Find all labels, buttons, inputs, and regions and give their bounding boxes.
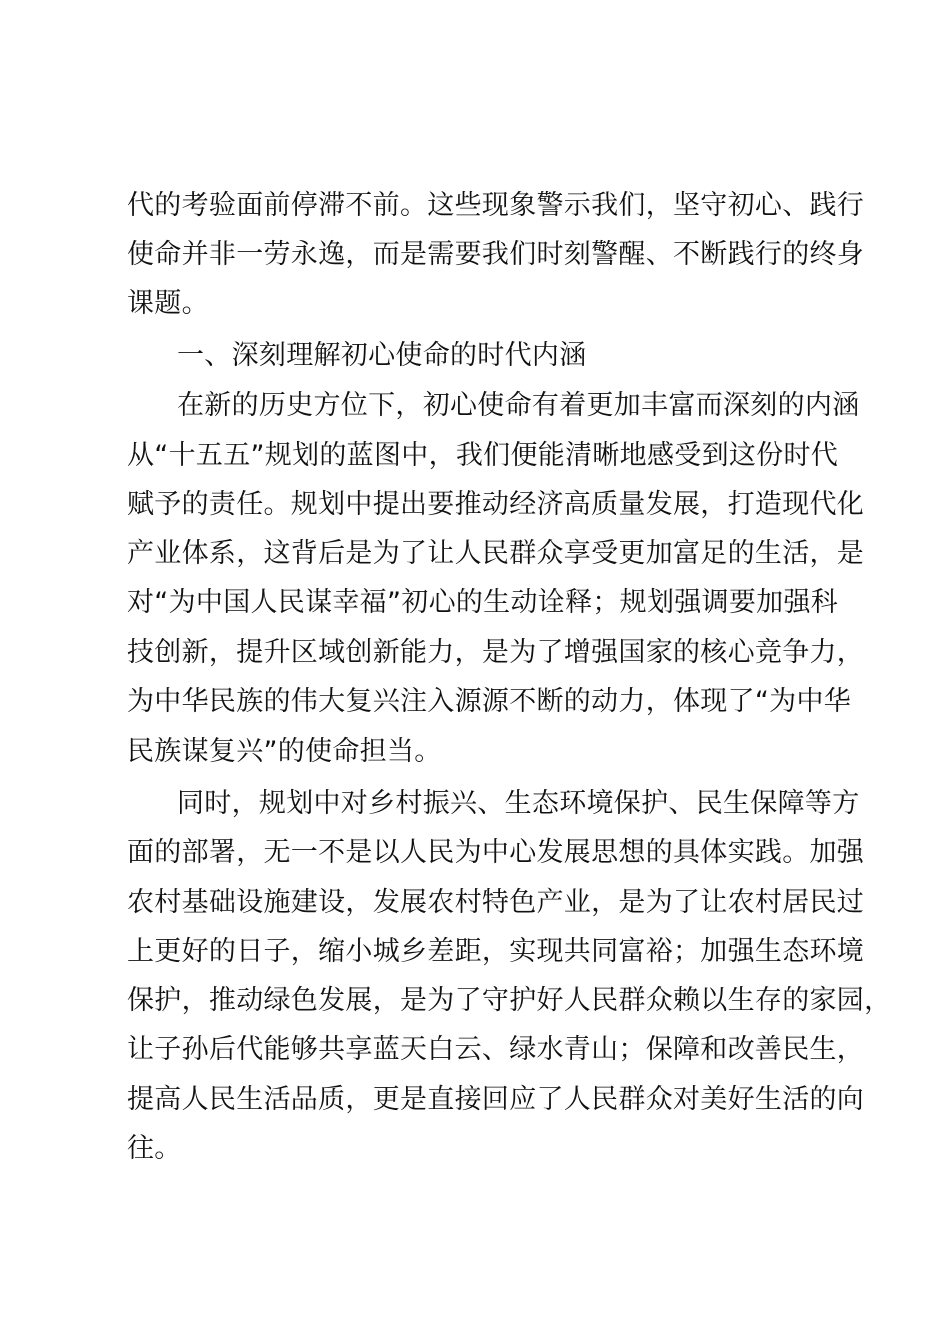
paragraph-1-line: 对“为中国人民谋幸福”初心的生动诠释；规划强调要加强科 <box>127 587 839 618</box>
opening-line: 课题。 <box>127 288 209 319</box>
paragraph-1-line: 民族谋复兴”的使命担当。 <box>127 736 442 767</box>
opening-line: 使命并非一劳永逸，而是需要我们时刻警醒、不断践行的终身 <box>127 239 865 270</box>
paragraph-2-line: 同时，规划中对乡村振兴、生态环境保护、民生保障等方 <box>177 788 860 819</box>
paragraph-1-line: 产业体系，这背后是为了让人民群众享受更加富足的生活，是 <box>127 538 865 569</box>
paragraph-2-line: 农村基础设施建设，发展农村特色产业，是为了让农村居民过 <box>127 887 865 918</box>
paragraph-1-line: 为中华民族的伟大复兴注入源源不断的动力，体现了“为中华 <box>127 686 852 717</box>
paragraph-2-line: 提高人民生活品质，更是直接回应了人民群众对美好生活的向 <box>127 1084 865 1115</box>
paragraph-2-line: 往。 <box>127 1133 182 1164</box>
paragraph-1-line: 技创新，提升区域创新能力，是为了增强国家的核心竞争力， <box>127 637 865 668</box>
paragraph-2-line: 面的部署，无一不是以人民为中心发展思想的具体实践。加强 <box>127 837 865 868</box>
paragraph-2-line: 保护，推动绿色发展，是为了守护好人民群众赖以生存的家园， <box>127 985 892 1016</box>
paragraph-1-line: 从“十五五”规划的蓝图中，我们便能清晰地感受到这份时代 <box>127 440 839 471</box>
paragraph-1-line: 在新的历史方位下，初心使命有着更加丰富而深刻的内涵 <box>177 390 860 421</box>
paragraph-2-line: 让子孙后代能够共享蓝天白云、绿水青山；保障和改善民生， <box>127 1034 865 1065</box>
opening-line: 代的考验面前停滞不前。这些现象警示我们，坚守初心、践行 <box>127 190 865 221</box>
paragraph-1-line: 赋予的责任。规划中提出要推动经济高质量发展，打造现代化 <box>127 489 865 520</box>
paragraph-2-line: 上更好的日子，缩小城乡差距，实现共同富裕；加强生态环境 <box>127 936 865 967</box>
section-heading: 一、深刻理解初心使命的时代内涵 <box>177 340 587 371</box>
